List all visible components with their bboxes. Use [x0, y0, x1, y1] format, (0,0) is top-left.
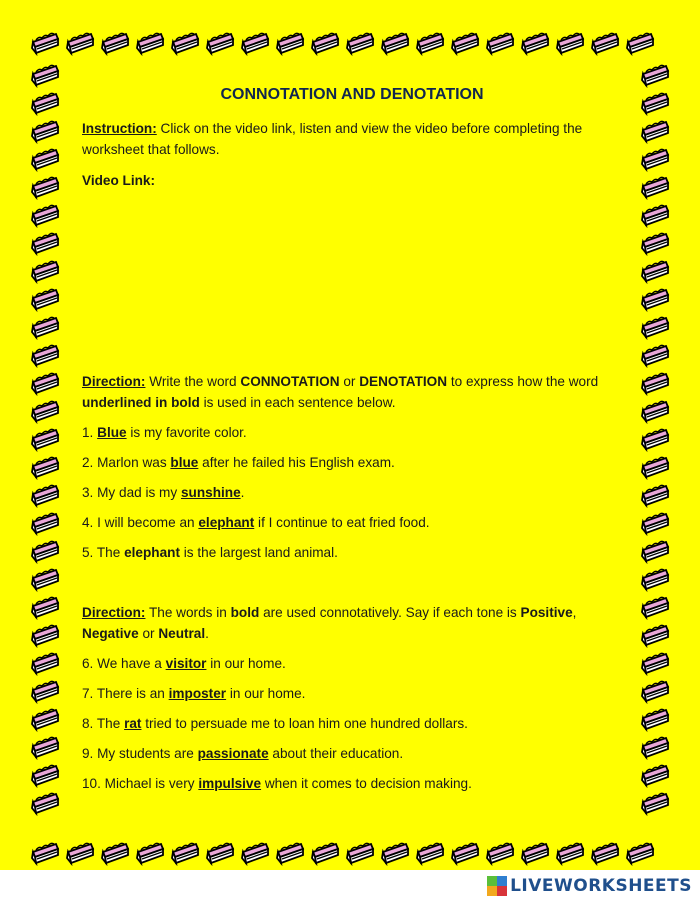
question-key-word: sunshine	[180, 485, 241, 500]
cake-slice-icon	[640, 90, 670, 116]
cake-slice-icon	[30, 566, 60, 592]
cake-slice-icon	[30, 314, 60, 340]
cake-slice-icon	[345, 30, 375, 56]
cake-slice-icon	[30, 370, 60, 396]
cake-slice-icon	[30, 840, 60, 866]
cake-slice-icon	[640, 370, 670, 396]
brand-name: LIVEWORKSHEETS	[510, 876, 692, 896]
direction-1-paragraph	[82, 371, 622, 413]
question-text: in our home.	[226, 686, 306, 701]
question-item	[82, 542, 622, 572]
question-text: 9. My students are	[82, 746, 198, 761]
direction-2-text: are used connotatively. Say if each tone is	[259, 605, 521, 620]
tone-neutral: Neutral	[158, 626, 206, 641]
question-key-word: imposter	[168, 686, 227, 701]
cake-slice-icon	[30, 594, 60, 620]
question-text: 7. There is an	[82, 686, 169, 701]
cake-slice-icon	[640, 174, 670, 200]
cake-slice-icon	[240, 840, 270, 866]
page-title: CONNOTATION AND DENOTATION	[220, 86, 484, 103]
cake-slice-icon	[640, 454, 670, 480]
question-text: after he failed his English exam.	[198, 455, 395, 470]
cake-slice-icon	[640, 230, 670, 256]
cake-slice-icon	[100, 30, 130, 56]
cake-slice-icon	[30, 342, 60, 368]
cake-slice-icon	[640, 622, 670, 648]
question-text: 10. Michael is very	[82, 776, 199, 791]
cake-slice-icon	[640, 146, 670, 172]
cake-slice-icon	[640, 594, 670, 620]
question-text: tried to persuade me to loan him one hundred dollars.	[141, 716, 468, 731]
question-key-word: impulsive	[198, 776, 262, 791]
instruction-text: Click on the video link, listen and view the video before completing the worksheet that follows.	[82, 121, 583, 157]
cake-slice-icon	[555, 30, 585, 56]
cake-slice-icon	[30, 146, 60, 172]
cake-slice-icon	[520, 30, 550, 56]
cake-slice-icon	[30, 538, 60, 564]
cake-slice-icon	[590, 30, 620, 56]
cake-slice-icon	[345, 840, 375, 866]
question-text: in our home.	[206, 656, 286, 671]
cake-slice-icon	[485, 840, 515, 866]
question-text: 8. The	[82, 716, 125, 731]
cake-slice-icon	[450, 840, 480, 866]
cake-slice-icon	[170, 840, 200, 866]
cake-slice-icon	[640, 566, 670, 592]
cake-slice-icon	[640, 650, 670, 676]
cake-slice-icon	[640, 286, 670, 312]
direction-2-paragraph	[82, 602, 622, 644]
cake-slice-icon	[520, 840, 550, 866]
question-item	[82, 773, 622, 803]
direction-1-text: is used in each sentence below.	[199, 395, 396, 410]
cake-slice-icon	[640, 258, 670, 284]
cake-slice-icon	[380, 840, 410, 866]
cake-slice-icon	[30, 90, 60, 116]
question-text: when it comes to decision making.	[261, 776, 472, 791]
cake-slice-icon	[640, 678, 670, 704]
question-text: 3. My dad is my	[82, 485, 181, 500]
cake-slice-icon	[30, 706, 60, 732]
cake-slice-icon	[30, 678, 60, 704]
tone-positive: Positive	[520, 605, 573, 620]
question-item	[82, 482, 622, 512]
cake-slice-icon	[640, 538, 670, 564]
question-key-word: elephant	[198, 515, 255, 530]
question-text: 1.	[82, 425, 98, 440]
cake-slice-icon	[625, 840, 655, 866]
cake-slice-icon	[30, 174, 60, 200]
direction-2-label: Direction:	[82, 605, 146, 620]
cake-slice-icon	[640, 314, 670, 340]
cake-slice-icon	[310, 840, 340, 866]
cake-slice-icon	[240, 30, 270, 56]
cake-slice-icon	[30, 202, 60, 228]
cake-slice-icon	[30, 734, 60, 760]
cake-slice-icon	[275, 30, 305, 56]
instruction-label: Instruction:	[82, 121, 157, 136]
cake-slice-icon	[170, 30, 200, 56]
cake-slice-icon	[30, 258, 60, 284]
question-text: is the largest land animal.	[179, 545, 338, 560]
cake-slice-icon	[100, 840, 130, 866]
direction-2-text: .	[205, 626, 209, 641]
tone-negative: Negative	[82, 626, 139, 641]
cake-slice-icon	[380, 30, 410, 56]
direction-2-bold-word: bold	[230, 605, 260, 620]
question-item	[82, 512, 622, 542]
question-text: .	[240, 485, 245, 500]
cake-slice-icon	[30, 482, 60, 508]
direction-1-label: Direction:	[82, 374, 146, 389]
cake-slice-icon	[30, 622, 60, 648]
cake-slice-icon	[450, 30, 480, 56]
cake-slice-icon	[640, 398, 670, 424]
direction-1-text: to express how the word	[447, 374, 599, 389]
cake-slice-icon	[310, 30, 340, 56]
cake-slice-icon	[30, 230, 60, 256]
cake-slice-icon	[30, 510, 60, 536]
cake-slice-icon	[275, 840, 305, 866]
question-list-1	[82, 422, 622, 572]
video-embed-area[interactable]	[82, 191, 622, 371]
question-item	[82, 743, 622, 773]
question-key-word: Blue	[97, 425, 127, 440]
cake-slice-icon	[30, 790, 60, 816]
cake-slice-icon	[640, 482, 670, 508]
worksheet-content	[82, 84, 622, 803]
direction-1-bold-denotation: DENOTATION	[359, 374, 448, 389]
question-text: 4. I will become an	[82, 515, 199, 530]
question-key-word: visitor	[165, 656, 207, 671]
cake-slice-icon	[640, 790, 670, 816]
question-text: about their education.	[268, 746, 404, 761]
question-key-word: rat	[124, 716, 142, 731]
cake-slice-icon	[415, 30, 445, 56]
direction-1-bold-connotation: CONNOTATION	[240, 374, 340, 389]
cake-slice-icon	[415, 840, 445, 866]
direction-1-text: Write the word	[145, 374, 241, 389]
question-item	[82, 653, 622, 683]
question-key-word: elephant	[124, 545, 180, 560]
cake-slice-icon	[65, 30, 95, 56]
cake-slice-icon	[640, 510, 670, 536]
question-text: 2. Marlon was	[82, 455, 171, 470]
question-key-word: blue	[170, 455, 199, 470]
footer-bar	[0, 870, 700, 904]
direction-1-text: or	[339, 374, 360, 389]
section-gap	[82, 572, 622, 602]
cake-slice-icon	[30, 398, 60, 424]
cake-slice-icon	[30, 454, 60, 480]
liveworksheets-logo[interactable]	[487, 876, 692, 896]
question-list-2	[82, 653, 622, 803]
cake-slice-icon	[640, 426, 670, 452]
liveworksheets-logo-icon	[487, 876, 507, 896]
cake-slice-icon	[135, 840, 165, 866]
question-text: if I continue to eat fried food.	[254, 515, 430, 530]
cake-slice-icon	[640, 62, 670, 88]
cake-slice-icon	[30, 62, 60, 88]
cake-slice-icon	[30, 762, 60, 788]
instruction-paragraph	[82, 118, 622, 160]
question-item	[82, 422, 622, 452]
direction-2-text: ,	[572, 605, 577, 620]
video-link-label: Video Link:	[82, 173, 156, 188]
question-text: 6. We have a	[82, 656, 166, 671]
cake-slice-icon	[205, 30, 235, 56]
question-item	[82, 713, 622, 743]
cake-slice-icon	[30, 286, 60, 312]
cake-slice-icon	[640, 734, 670, 760]
cake-slice-icon	[625, 30, 655, 56]
cake-slice-icon	[30, 30, 60, 56]
cake-slice-icon	[30, 118, 60, 144]
direction-2-text: The words in	[145, 605, 231, 620]
question-item	[82, 683, 622, 713]
cake-slice-icon	[640, 118, 670, 144]
cake-slice-icon	[640, 342, 670, 368]
cake-slice-icon	[485, 30, 515, 56]
cake-slice-icon	[135, 30, 165, 56]
question-text: is my favorite color.	[126, 425, 247, 440]
question-item	[82, 452, 622, 482]
direction-1-bold-phrase: underlined in bold	[82, 395, 200, 410]
cake-slice-icon	[65, 840, 95, 866]
cake-slice-icon	[205, 840, 235, 866]
question-key-word: passionate	[197, 746, 269, 761]
cake-slice-icon	[640, 202, 670, 228]
cake-slice-icon	[590, 840, 620, 866]
direction-2-text: or	[138, 626, 159, 641]
question-text: 5. The	[82, 545, 125, 560]
cake-slice-icon	[640, 762, 670, 788]
cake-slice-icon	[30, 426, 60, 452]
cake-slice-icon	[640, 706, 670, 732]
cake-slice-icon	[555, 840, 585, 866]
cake-slice-icon	[30, 650, 60, 676]
